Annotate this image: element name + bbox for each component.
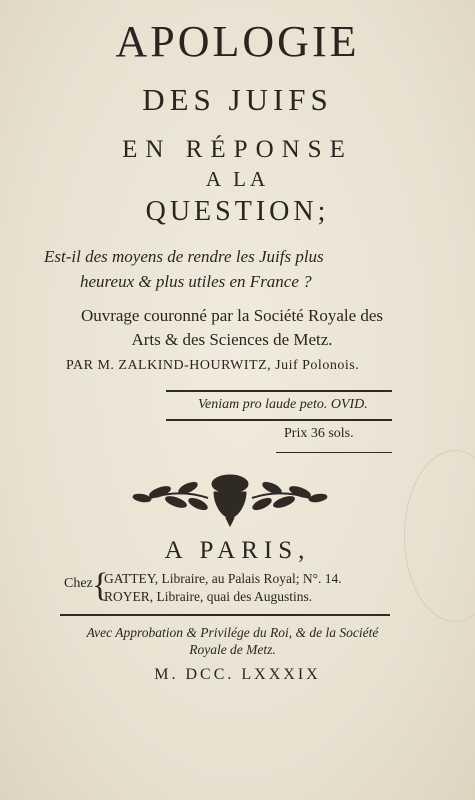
award-line-2: Arts & des Sciences de Metz. (131, 330, 333, 349)
seller-line-2: ROYER, Libraire, quai des Augustins. (104, 589, 313, 604)
flower-basket-ornament-icon (130, 466, 330, 533)
question-line-2: heureux & plus utiles en France ? (80, 272, 312, 291)
library-stamp (404, 450, 475, 622)
brace-icon: { (92, 567, 109, 604)
seller-line-1: GATTEY, Libraire, au Palais Royal; N°. 14. (104, 571, 342, 586)
approbation (60, 624, 405, 658)
award-note (52, 304, 412, 352)
rule-middle (166, 419, 392, 421)
award-line-1: Ouvrage couronné par la Société Royale des (80, 306, 384, 325)
author-line: PAR M. ZALKIND-HOURWITZ, Juif Polonois. (66, 358, 360, 373)
epigraph: Veniam pro laude peto. OVID. (198, 397, 368, 412)
price-note: Prix 36 sols. (284, 426, 354, 441)
title-line-5: QUESTION; (145, 196, 330, 227)
title-line-1: APOLOGIE (115, 17, 360, 66)
question-text (44, 244, 439, 294)
approbation-line-1: Avec Approbation & Privilége du Roi, & de la Société (86, 625, 379, 640)
rule-price (276, 452, 392, 453)
approbation-line-2: Royale de Metz. (189, 642, 276, 657)
rule-top (166, 390, 392, 392)
publication-date: M. DCC. LXXXIX (154, 666, 321, 683)
imprint-sellers (104, 570, 404, 606)
title-line-3: EN RÉPONSE (122, 136, 353, 163)
title-line-4: A LA (205, 167, 270, 191)
rule-imprint (60, 614, 390, 616)
question-line-1: Est-il des moyens de rendre les Juifs plus (44, 247, 324, 266)
title-line-2: DES JUIFS (142, 82, 333, 117)
imprint-place: A PARIS, (164, 537, 311, 564)
imprint-chez: Chez (64, 576, 93, 591)
